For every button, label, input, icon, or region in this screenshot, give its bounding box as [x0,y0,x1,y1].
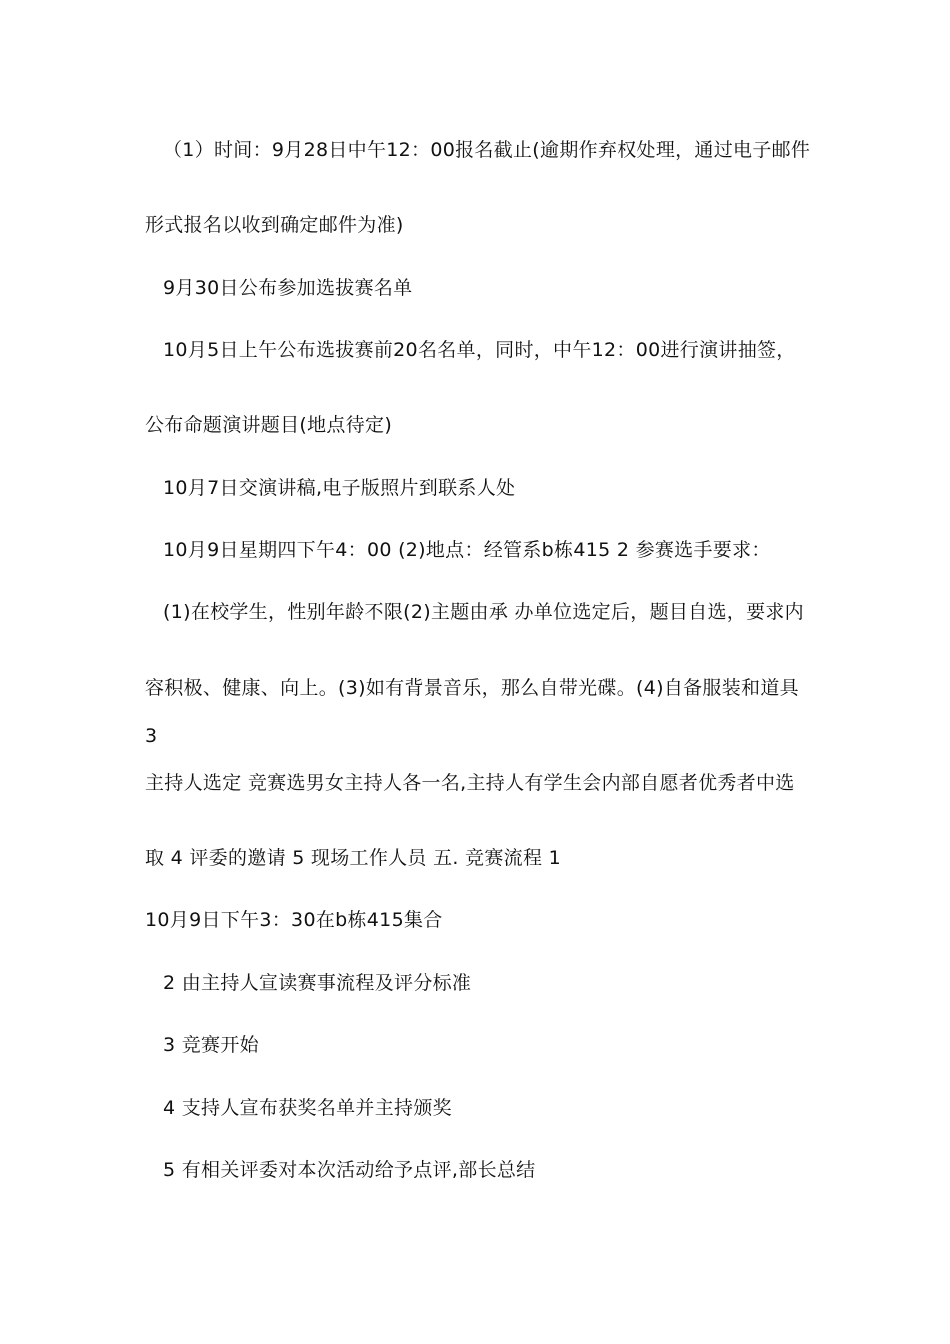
text-line-contestant-requirements: (1)在校学生，性别年龄不限(2)主题由承 办单位选定后，题目自选，要求内 [163,601,804,623]
text-line-time-and-location: 10月9日星期四下午4：00 (2)地点：经管系b栋415 2 参赛选手要求： [163,539,771,561]
text-line-process-step-5: 5 有相关评委对本次活动给予点评,部长总结 [163,1159,536,1181]
text-line-process-step-4: 4 支持人宣布获奖名单并主持颁奖 [163,1097,452,1119]
text-line-judges-and-process: 取 4 评委的邀请 5 现场工作人员 五. 竞赛流程 1 [145,847,561,869]
text-line-top20-announcement: 10月5日上午公布选拔赛前20名名单，同时，中午12：00进行演讲抽签， [163,339,796,361]
text-line-process-step-3: 3 竞赛开始 [163,1034,259,1056]
text-line-registration-method: 形式报名以收到确定邮件为准) [145,214,404,236]
text-line-shortlist-announcement: 9月30日公布参加选拔赛名单 [163,277,413,299]
text-line-topic-announcement: 公布命题演讲题目(地点待定) [145,414,393,436]
text-line-registration-deadline: （1）时间：9月28日中午12：00报名截止(逾期作弃权处理，通过电子邮件 [163,139,811,161]
text-line-process-step-2: 2 由主持人宣读赛事流程及评分标准 [163,972,472,994]
text-line-host-selection: 主持人选定 竞赛选男女主持人各一名,主持人有学生会内部自愿者优秀者中选 [145,772,795,794]
text-line-requirements-continued: 容积极、健康、向上。(3)如有背景音乐，那么自带光碟。(4)自备服装和道具 [145,677,799,699]
text-line-submit-speech: 10月7日交演讲稿,电子版照片到联系人处 [163,477,516,499]
text-line-assembly-time: 10月9日下午3：30在b栋415集合 [145,909,443,931]
text-line-section-number: 3 [145,725,158,747]
